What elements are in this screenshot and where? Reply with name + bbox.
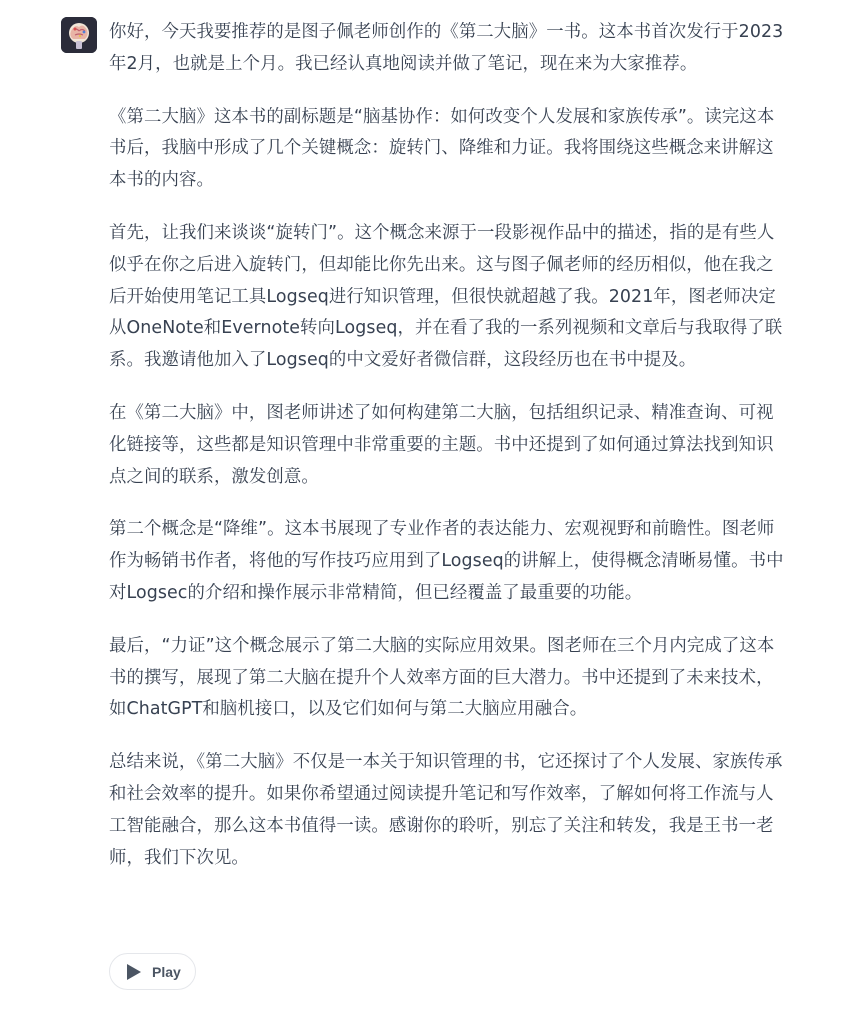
message-paragraph: 你好，今天我要推荐的是图子佩老师创作的《第二大脑》一书。这本书首次发行于2023年2月，也就是上个月。我已经认真地阅读并做了笔记，现在来为大家推荐。 [109,22,784,74]
brain-avatar-icon [61,17,97,53]
play-icon [127,964,141,980]
message-paragraph: 《第二大脑》这本书的副标题是“脑基协作：如何改变个人发展和家族传承”。读完这本书后，我脑中形成了几个关键概念：旋转门、降维和力证。我将围绕这些概念来讲解这本书的内容。 [109,106,775,191]
message-paragraph: 最后，“力证”这个概念展示了第二大脑的实际应用效果。图老师在三个月内完成了这本书的撰写，展现了第二大脑在提升个人效率方面的巨大潜力。书中还提到了未来技术，如ChatGPT和脑机接口，以及它们如何与第二大脑应用融合。 [109,635,775,720]
play-button[interactable] [109,953,196,990]
message-paragraph: 第二个概念是“降维”。这本书展现了专业作者的表达能力、宏观视野和前瞻性。图老师作为畅销书作者，将他的写作技巧应用到了Logseq的讲解上，使得概念清晰易懂。书中对Logsec的介绍和操作展示非常精简，但已经覆盖了最重要的功能。 [109,519,784,603]
avatar-image [61,17,97,53]
message-paragraph: 首先，让我们来谈谈“旋转门”。这个概念来源于一段影视作品中的描述，指的是有些人似乎在你之后进入旋转门，但却能比你先出来。这与图子佩老师的经历相似，他在我之后开始使用笔记工具Logseq进行知识管理，但很快就超越了我。2021年，图老师决定从OneNote和Evernote转向Logseq，并在看了我的一系列视频和文章后与我取得了联系。我邀请他加入了Logseq的中文爱好者微信群，这段经历也在书中提及。 [109,222,783,371]
message-paragraph: 总结来说，《第二大脑》不仅是一本关于知识管理的书，它还探讨了个人发展、家族传承和社会效率的提升。如果你希望通过阅读提升笔记和写作效率，了解如何将工作流与人工智能融合，那么这本书值得一读。感谢你的聆听，别忘了关注和转发，我是王书一老师，我们下次见。 [109,752,783,868]
play-button-label: Play [152,963,181,980]
message-content [109,17,789,895]
message-paragraph: 在《第二大脑》中，图老师讲述了如何构建第二大脑，包括组织记录、精准查询、可视化链接等，这些都是知识管理中非常重要的主题。书中还提到了如何通过算法找到知识点之间的联系，激发创意。 [109,402,774,487]
